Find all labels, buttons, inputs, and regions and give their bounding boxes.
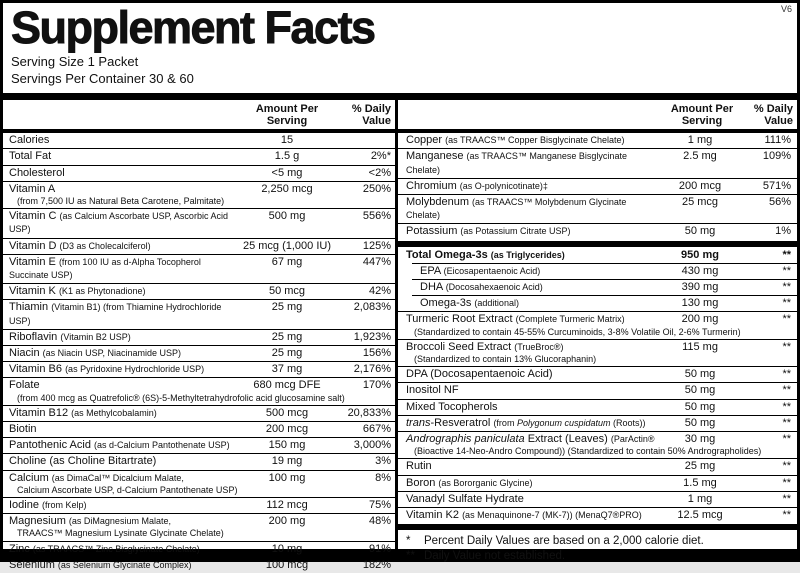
nutrient-row [398, 248, 797, 263]
left-column-header [3, 100, 395, 134]
servings-per-container: Servings Per Container 30 & 60 [11, 70, 194, 86]
nutrient-amount: 680 mcg DFE [253, 379, 321, 392]
nutrient-row [398, 223, 797, 239]
nutrient-row [3, 254, 395, 283]
nutrient-daily-value: ** [782, 492, 791, 505]
nutrient-daily-value: ** [782, 460, 791, 473]
nutrient-row [398, 458, 797, 474]
nutrient-daily-value: 109% [762, 150, 791, 163]
nutrient-name: Manganese (as TRAACS™ Manganese Bisglycinate Chelate) [406, 150, 627, 175]
nutrient-amount: 67 mg [271, 255, 303, 268]
nutrient-name: Potassium (as Potassium Citrate USP) [406, 225, 571, 238]
nutrient-daily-value: 2%* [370, 150, 391, 163]
nutrient-amount: 25 mg [684, 460, 716, 473]
nutrient-daily-value: 3,000% [353, 439, 391, 452]
nutrient-amount: 19 mg [271, 455, 303, 468]
nutrient-row [398, 475, 797, 491]
nutrient-name: EPA (Eicosapentaenoic Acid) [420, 264, 541, 277]
nutrient-daily-value: 2,176% [353, 363, 391, 376]
nutrient-name: Inositol NF [406, 384, 459, 397]
nutrient-daily-value: 8% [375, 471, 391, 484]
nutrient-name: Copper (as TRAACS™ Copper Bisglycinate Chelate) [406, 134, 625, 147]
nutrient-daily-value: 20,833% [347, 406, 391, 419]
nutrient-row [412, 263, 797, 279]
nutrient-daily-value: ** [782, 384, 791, 397]
nutrient-row [398, 194, 797, 223]
nutrient-daily-value: ** [782, 416, 791, 429]
nutrient-daily-value: 182% [362, 558, 391, 571]
nutrient-name: Turmeric Root Extract (Complete Turmeric Matrix) [406, 313, 625, 326]
nutrient-amount: 112 mcg [266, 498, 308, 511]
amount-per-serving-header: Amount Per Serving [255, 102, 319, 127]
nutrient-name: Vanadyl Sulfate Hydrate [406, 492, 524, 505]
nutrient-sub-note: TRAACS™ Magnesium Lysinate Glycinate Chelate) [17, 528, 224, 539]
nutrient-daily-value: 125% [362, 239, 391, 252]
nutrient-amount: 25 mg [271, 301, 303, 314]
nutrient-row [398, 178, 797, 194]
nutrient-daily-value: 91% [368, 542, 391, 555]
nutrient-daily-value: 1% [775, 225, 791, 238]
nutrient-row [3, 181, 395, 208]
section-divider-bar [398, 524, 797, 530]
nutrient-row [3, 208, 395, 237]
nutrient-sub-note: (from 400 mcg as Quatrefolic® (6S)-5-Methyltetrahydrofolic acid glucosamine salt) [17, 392, 345, 403]
nutrient-amount: 1.5 mg [683, 476, 717, 489]
nutrient-row [3, 283, 395, 299]
nutrient-name: Vitamin C (as Calcium Ascorbate USP, Ascorbic Acid USP) [9, 210, 228, 235]
nutrient-daily-value: 667% [362, 422, 391, 435]
nutrient-amount: 37 mg [271, 363, 303, 376]
nutrient-sub-note: (Bioactive 14-Neo-Andro Compound)) (Standardized to contain 50% Andrographolides) [414, 446, 762, 457]
nutrient-daily-value: 3% [375, 455, 391, 468]
nutrient-amount: 50 mg [684, 225, 716, 238]
nutrient-amount: 50 mg [684, 384, 716, 397]
nutrient-name: Niacin (as Niacin USP, Niacinamide USP) [9, 346, 182, 359]
nutrient-daily-value: 1,923% [353, 330, 391, 343]
nutrient-row [398, 311, 797, 338]
nutrient-name: Calories [9, 134, 50, 147]
nutrient-amount: 200 mg [268, 515, 306, 528]
nutrient-daily-value: ** [782, 368, 791, 381]
nutrient-amount: 25 mg [271, 330, 303, 343]
nutrient-sub-note: (from 7,500 IU as Natural Beta Carotene, Palmitate) [17, 196, 225, 207]
left-rows [3, 133, 395, 573]
nutrient-daily-value: <2% [368, 166, 391, 179]
nutrient-amount: 100 mg [268, 471, 306, 484]
nutrient-amount: 12.5 mcg [677, 508, 723, 521]
nutrient-name: Folate [9, 379, 40, 392]
nutrient-name: Total Fat [9, 150, 52, 163]
nutrient-name: Rutin [406, 460, 432, 473]
nutrient-daily-value: 250% [362, 182, 391, 195]
section-divider-bar [398, 241, 797, 247]
nutrient-row [3, 513, 395, 540]
nutrient-amount: 200 mg [681, 313, 719, 326]
nutrient-daily-value: ** [782, 264, 791, 277]
nutrient-name: trans-Resveratrol (from Polygonum cuspidatum (Roots)) [406, 416, 646, 429]
nutrient-amount: 25 mg [271, 346, 303, 359]
nutrient-row [398, 148, 797, 177]
nutrient-daily-value: 556% [362, 210, 391, 223]
nutrient-amount: 1 mg [687, 492, 713, 505]
nutrient-sub-note: (Standardized to contain 45-55% Curcuminoids, 3-8% Volatile Oil, 2-6% Turmerin) [414, 326, 741, 337]
nutrient-daily-value: ** [782, 432, 791, 445]
nutrient-row [398, 431, 797, 458]
nutrient-amount: 500 mcg [265, 406, 309, 419]
version-tag: V6 [780, 4, 792, 14]
nutrient-row [3, 148, 395, 164]
nutrient-row [3, 377, 395, 404]
top-divider-bar [3, 93, 797, 100]
nutrient-amount: 50 mg [684, 416, 716, 429]
footnotes [398, 531, 797, 565]
nutrient-name: Vitamin A [9, 182, 56, 195]
right-column-header [398, 100, 797, 134]
nutrient-amount: 200 mcg [265, 422, 309, 435]
nutrient-name: Vitamin E (from 100 IU as d-Alpha Tocopherol Succinate USP) [9, 255, 201, 281]
columns [3, 100, 797, 571]
nutrient-name: DHA (Docosahexaenoic Acid) [420, 280, 543, 293]
nutrient-row [398, 399, 797, 415]
nutrient-amount: 500 mg [268, 210, 306, 223]
nutrient-sub-note: (Standardized to contain 13% Glucoraphanin) [414, 353, 597, 364]
nutrient-amount: 390 mg [681, 280, 719, 293]
nutrient-daily-value: ** [782, 280, 791, 293]
nutrient-row [3, 541, 395, 557]
nutrient-name: Pantothenic Acid (as d-Calcium Pantothenate USP) [9, 439, 230, 452]
nutrient-row [3, 497, 395, 513]
daily-value-header: % Daily Value [351, 102, 391, 127]
nutrient-name: Vitamin B6 (as Pyridoxine Hydrochloride USP) [9, 363, 205, 376]
footnote-text: Percent Daily Values are based on a 2,000 calorie diet. [424, 535, 704, 548]
nutrient-amount: 150 mg [268, 439, 306, 452]
nutrient-name: Chromium (as O-polynicotinate)‡ [406, 179, 548, 192]
nutrient-amount: 100 mcg [265, 558, 309, 571]
page-title: Supplement Facts [11, 2, 375, 53]
footnote [406, 534, 791, 548]
nutrient-row [398, 507, 797, 523]
nutrient-daily-value: ** [782, 508, 791, 521]
nutrient-row [412, 295, 797, 311]
nutrient-daily-value: ** [782, 313, 791, 326]
nutrient-amount: 1 mg [687, 134, 713, 147]
nutrient-amount: 25 mcg (1,000 IU) [242, 239, 332, 252]
nutrient-name: Magnesium (as DiMagnesium Malate, [9, 515, 171, 528]
footnote-symbol: ** [406, 549, 415, 562]
nutrient-daily-value: ** [782, 248, 791, 261]
nutrient-row [398, 382, 797, 398]
nutrient-row [3, 238, 395, 254]
nutrient-name: Omega-3s (additional) [420, 297, 519, 310]
nutrient-name: Calcium (as DimaCal™ Dicalcium Malate, [9, 471, 184, 484]
nutrient-amount: <5 mg [271, 166, 303, 179]
nutrient-row [3, 453, 395, 469]
amount-per-serving-header: Amount Per Serving [670, 102, 734, 127]
nutrient-row [3, 299, 395, 328]
nutrient-name: Boron (as Bororganic Glycine) [406, 476, 533, 489]
nutrient-row [3, 470, 395, 497]
nutrient-daily-value: ** [782, 400, 791, 413]
nutrient-row [412, 279, 797, 295]
nutrient-amount: 50 mg [684, 400, 716, 413]
serving-size: Serving Size 1 Packet [11, 53, 139, 69]
nutrient-row [3, 133, 395, 148]
nutrient-name: Mixed Tocopherols [406, 400, 498, 413]
nutrient-row [398, 366, 797, 382]
footnote-text: Daily Value not established. [424, 549, 566, 562]
nutrient-sub-note: Calcium Ascorbate USP, d-Calcium Pantothenate USP) [17, 484, 238, 495]
nutrient-name: Riboflavin (Vitamin B2 USP) [9, 330, 131, 343]
nutrient-daily-value: 111% [764, 134, 791, 147]
nutrient-name: Biotin [9, 422, 37, 435]
nutrient-row [3, 345, 395, 361]
nutrient-daily-value: 75% [368, 498, 391, 511]
nutrient-amount: 430 mg [681, 264, 719, 277]
nutrient-name: Vitamin K (K1 as Phytonadione) [9, 285, 146, 298]
nutrient-row [398, 133, 797, 148]
nutrient-name: Broccoli Seed Extract (TrueBroc®) [406, 340, 564, 353]
right-rows [398, 133, 797, 531]
nutrient-name: Selenium (as Selenium Glycinate Complex) [9, 558, 192, 571]
nutrient-row [3, 165, 395, 181]
nutrient-name: Total Omega-3s (as Triglycerides) [406, 248, 565, 261]
nutrient-name: Zinc (as TRAACS™ Zinc Bisglycinate Chelate) [9, 542, 200, 555]
nutrient-row [398, 415, 797, 431]
nutrient-daily-value: ** [782, 340, 791, 353]
nutrient-row [398, 339, 797, 366]
nutrient-amount: 950 mg [681, 248, 719, 261]
nutrient-name: Cholesterol [9, 166, 65, 179]
nutrient-amount: 50 mcg [268, 285, 306, 298]
nutrient-daily-value: 42% [368, 285, 391, 298]
nutrient-name: Iodine (from Kelp) [9, 498, 87, 511]
nutrient-name: Vitamin D (D3 as Cholecalciferol) [9, 239, 151, 252]
footnote-symbol: * [406, 535, 411, 548]
nutrient-name: Choline (as Choline Bitartrate) [9, 455, 157, 468]
nutrient-amount: 130 mg [681, 297, 719, 310]
nutrient-amount: 50 mg [684, 368, 716, 381]
nutrient-amount: 2.5 mg [683, 150, 717, 163]
nutrient-amount: 25 mcg [681, 196, 719, 209]
serving-info [3, 51, 797, 93]
nutrient-daily-value: 2,083% [353, 301, 391, 314]
nutrient-daily-value: 48% [368, 515, 391, 528]
nutrient-daily-value: ** [782, 297, 791, 310]
nutrient-row [3, 437, 395, 453]
nutrient-daily-value: 170% [362, 379, 391, 392]
nutrient-name: Andrographis paniculata Extract (Leaves) (ParActin® [406, 432, 655, 445]
nutrient-row [3, 557, 395, 573]
nutrient-name: Vitamin K2 (as Menaquinone-7 (MK-7)) (MenaQ7®PRO) [406, 508, 642, 521]
nutrient-name: Thiamin (Vitamin B1) (from Thiamine Hydrochloride USP) [9, 301, 222, 326]
nutrient-name: Vitamin B12 (as Methylcobalamin) [9, 406, 157, 419]
nutrient-daily-value: 447% [362, 255, 391, 268]
nutrient-row [3, 405, 395, 421]
nutrient-name: Molybdenum (as TRAACS™ Molybdenum Glycinate Chelate) [406, 196, 627, 221]
nutrient-row [3, 421, 395, 437]
nutrient-amount: 115 mg [682, 340, 718, 353]
nutrient-row [398, 491, 797, 507]
nutrient-amount: 10 mg [271, 542, 303, 555]
nutrient-amount: 15 [280, 134, 294, 147]
title-box [3, 3, 797, 51]
nutrient-name: DPA (Docosapentaenoic Acid) [406, 368, 553, 381]
nutrient-row [3, 329, 395, 345]
nutrient-amount: 30 mg [684, 432, 716, 445]
nutrient-amount: 200 mcg [678, 179, 722, 192]
right-column [398, 100, 797, 562]
nutrient-row [3, 361, 395, 377]
nutrient-daily-value: 571% [762, 179, 791, 192]
nutrient-daily-value: 56% [768, 196, 791, 209]
nutrient-amount: 2,250 mcg [261, 182, 313, 195]
daily-value-header: % Daily Value [753, 102, 793, 127]
nutrient-daily-value: ** [782, 476, 791, 489]
footnote [406, 549, 791, 563]
nutrient-daily-value: 156% [362, 346, 391, 359]
left-column [3, 100, 395, 571]
nutrient-amount: 1.5 g [274, 150, 300, 163]
